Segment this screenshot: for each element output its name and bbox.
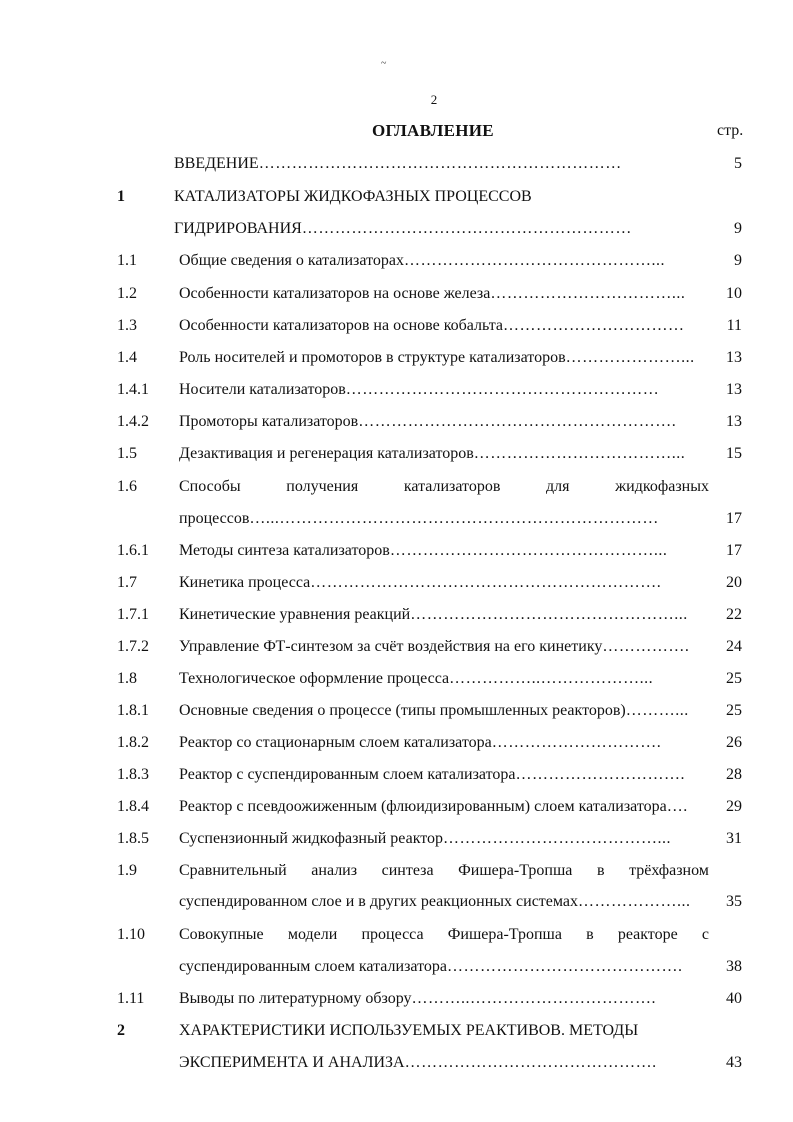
toc-title-word: трёхфазном [629, 862, 709, 879]
toc-entry-number: 1.7 [117, 574, 137, 591]
toc-entry-page: 35 [726, 893, 742, 910]
toc-entry-title-justified [179, 925, 709, 945]
toc-entry-title: процессов [179, 510, 250, 527]
toc-leader-dots: ………………... [578, 893, 691, 910]
toc-leader-dots: …………………... [565, 349, 695, 366]
toc-title-word: жидкофазных [615, 478, 709, 495]
toc-entry-title: Управление ФТ-синтезом за счёт воздействия на его кинетику [179, 638, 603, 655]
toc-entry-page: 25 [726, 670, 742, 687]
toc-entry-page: 43 [726, 1054, 742, 1071]
toc-title-word: Совокупные [179, 926, 264, 943]
toc-entry-title: Носители катализаторов [179, 381, 346, 398]
toc-entry-page: 11 [726, 317, 742, 334]
toc-title-word: Способы [179, 478, 241, 495]
toc-leader-dots: ………………………………………………………. [310, 574, 662, 591]
toc-title-word: с [701, 926, 709, 943]
toc-entry-page: 25 [726, 702, 742, 719]
toc-entry-number: 1.7.1 [117, 606, 149, 623]
toc-entry-title: Методы синтеза катализаторов [179, 542, 390, 559]
toc-entry-number: 1.5 [117, 445, 137, 462]
toc-entry-number: 1.8.1 [117, 702, 149, 719]
toc-entry-title: КАТАЛИЗАТОРЫ ЖИДКОФАЗНЫХ ПРОЦЕССОВ [174, 188, 532, 205]
toc-entry-title: Кинетика процесса [179, 574, 311, 591]
toc-leader-dots: …. [666, 798, 688, 815]
toc-title-word: Фишера-Тропша [458, 862, 573, 879]
toc-entry-title: ХАРАКТЕРИСТИКИ ИСПОЛЬЗУЕМЫХ РЕАКТИВОВ. МЕТОДЫ [179, 1022, 639, 1039]
toc-entry-number: 1.4 [117, 349, 137, 366]
toc-entry-number: 1.8.5 [117, 830, 149, 847]
toc-title-word: в [586, 926, 594, 943]
toc-entry-page: 26 [726, 734, 742, 751]
toc-entry-page: 22 [726, 606, 742, 623]
toc-entry-number: 1.6 [117, 478, 137, 495]
toc-leader-dots: …………………………. [515, 766, 685, 783]
toc-title-word: получения [286, 478, 359, 495]
toc-entry-page: 38 [726, 958, 742, 975]
toc-leader-dots: …………………………… [503, 317, 685, 334]
toc-entry-title: Технологическое оформление процесса [179, 670, 450, 687]
toc-entry-title: ГИДРИРОВАНИЯ [174, 220, 302, 237]
toc-entry-page: 31 [726, 830, 742, 847]
toc-entry-number: 1 [117, 188, 125, 205]
toc-title-word: для [546, 478, 570, 495]
toc-entry-title: Роль носителей и промоторов в структуре катализаторов [179, 349, 566, 366]
toc-entry-title: Реактор с суспендированным слоем катализатора [179, 766, 516, 783]
toc-entry-title: Основные сведения о процессе (типы промышленных реакторов) [179, 702, 626, 719]
toc-entry-title-justified [179, 861, 709, 881]
toc-entry-title: Особенности катализаторов на основе кобальта [179, 317, 503, 334]
toc-leader-dots: ……………………………... [490, 285, 686, 302]
toc-title-word: в [596, 862, 605, 879]
toc-entry-title-justified [179, 477, 709, 497]
toc-entry-title: Реактор со стационарным слоем катализатора [179, 734, 492, 751]
toc-title-word: катализаторов [403, 478, 501, 495]
toc-entry-page: 13 [726, 413, 742, 430]
toc-entry-title: суспендированным слоем катализатора [179, 958, 447, 975]
toc-entry-page: 28 [726, 766, 742, 783]
toc-entry-number: 1.6.1 [117, 542, 149, 559]
toc-entry-title: Общие сведения о катализаторах [179, 252, 404, 269]
toc-leader-dots: ………..……………………………. [411, 990, 657, 1007]
toc-entry-number: 1.2 [117, 285, 137, 302]
toc-entry-title: Суспензионный жидкофазный реактор [179, 830, 444, 847]
toc-entry-page: 5 [734, 155, 742, 172]
page-title: ОГЛАВЛЕНИЕ [372, 121, 494, 140]
toc-entry-title: суспендированном слое и в других реакционных системах [179, 893, 579, 910]
toc-entry-number: 1.9 [117, 862, 137, 879]
toc-entry-page: 24 [726, 638, 742, 655]
toc-entry-page: 9 [734, 252, 742, 269]
toc-leader-dots: …………………………………………... [389, 542, 668, 559]
toc-leader-dots: ……………………………………. [446, 958, 683, 975]
toc-title-word: реакторе [617, 926, 678, 943]
toc-leader-dots: ………………………………………. [404, 1054, 657, 1071]
toc-entry-page: 9 [734, 220, 742, 237]
toc-entry-number: 1.4.1 [117, 381, 149, 398]
toc-leader-dots: ………………………………………... [403, 252, 665, 269]
toc-entry-title: Особенности катализаторов на основе железа [179, 285, 491, 302]
toc-entry-number: 1.7.2 [117, 638, 149, 655]
toc-leader-dots: ……………..………………... [449, 670, 654, 687]
toc-leader-dots: ………... [625, 702, 689, 719]
toc-leader-dots: ………………………………………………… [345, 381, 660, 398]
toc-leader-dots: …………………………………... [443, 830, 672, 847]
toc-title-word: Сравнительный [179, 862, 287, 879]
toc-entry-number: 1.8.3 [117, 766, 149, 783]
toc-entry-title: Промоторы катализаторов [179, 413, 359, 430]
toc-entry-number: 2 [117, 1022, 125, 1039]
toc-entry-page: 29 [726, 798, 742, 815]
page-number: 2 [430, 92, 438, 107]
toc-entry-number: 1.4.2 [117, 413, 149, 430]
toc-leader-dots: ……………. [602, 638, 690, 655]
toc-entry-page: 10 [726, 285, 742, 302]
toc-entry-page: 40 [726, 990, 742, 1007]
toc-entry-number: 1.8.2 [117, 734, 149, 751]
toc-entry-page: 20 [726, 574, 742, 591]
toc-entry-title: ЭКСПЕРИМЕНТА И АНАЛИЗА [179, 1054, 405, 1071]
toc-entry-page: 15 [726, 445, 742, 462]
toc-entry-page: 17 [726, 542, 742, 559]
toc-leader-dots: ………………………………………………………… [258, 155, 622, 172]
toc-title-word: Фишера-Тропша [447, 926, 562, 943]
toc-entry-title: Реактор с псевдоожиженным (флюидизированным) слоем катализатора [179, 798, 667, 815]
toc-entry-page: 17 [726, 510, 742, 527]
toc-entry-page: 13 [726, 381, 742, 398]
toc-entry-page: 13 [726, 349, 742, 366]
toc-entry-number: 1.1 [117, 252, 137, 269]
toc-entry-number: 1.10 [117, 926, 145, 943]
toc-title-word: процесса [361, 926, 424, 943]
toc-leader-dots: …………………………. [491, 734, 662, 751]
toc-title-word: анализ [311, 862, 358, 879]
toc-entry-number: 1.11 [117, 990, 145, 1007]
toc-leader-dots: …………………………………………………… [301, 220, 632, 237]
toc-leader-dots: …………………………………………... [410, 606, 688, 623]
toc-entry-number: 1.8 [117, 670, 137, 687]
toc-leader-dots: …...…………………………………………………………… [249, 510, 659, 527]
page-column-label: стр. [717, 122, 744, 139]
toc-entry-title: Кинетические уравнения реакций [179, 606, 411, 623]
toc-title-word: синтеза [381, 862, 434, 879]
toc-entry-title: Выводы по литературному обзору [179, 990, 412, 1007]
toc-entry-number: 1.8.4 [117, 798, 149, 815]
toc-entry-title: ВВЕДЕНИЕ [174, 155, 259, 172]
scan-speck: ~ [381, 58, 387, 69]
toc-entry-number: 1.3 [117, 317, 137, 334]
toc-title-word: модели [287, 926, 338, 943]
toc-leader-dots: ………………………………... [473, 445, 686, 462]
toc-leader-dots: …………………………………………………. [358, 413, 677, 430]
toc-entry-title: Дезактивация и регенерация катализаторов [179, 445, 474, 462]
